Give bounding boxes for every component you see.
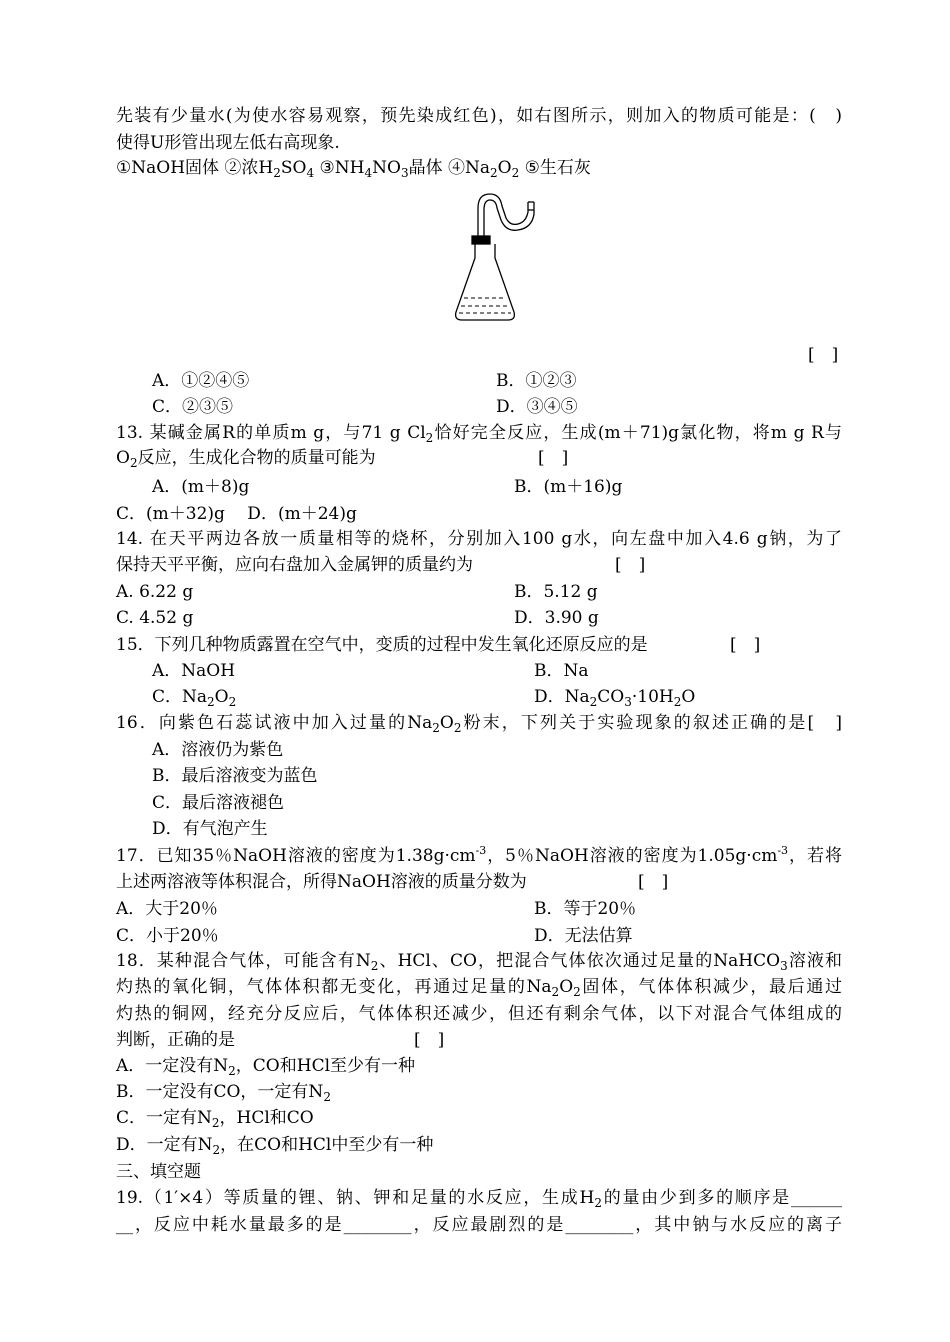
q14-option-b: B．5.12 g bbox=[514, 582, 598, 602]
q19-line2: __，反应中耗水量最多的是________，反应最剧烈的是________，其中钠与水反应的离子 bbox=[116, 1215, 842, 1235]
q13-bracket: [ ] bbox=[538, 448, 569, 468]
q16-option-b: B．最后溶液变为蓝色 bbox=[152, 766, 318, 786]
q15-option-c: C．$Na_2O_2$ bbox=[152, 687, 237, 709]
q14-bracket: [ ] bbox=[615, 555, 646, 575]
q18-option-a: A．一定没有$N_2$，CO和HCl至少有一种 bbox=[116, 1056, 416, 1078]
q13-options-cd: C．(m＋32)g D．(m＋24)g bbox=[116, 504, 357, 524]
q15-line1: 15．下列几种物质露置在空气中，变质的过程中发生氧化还原反应的是 bbox=[116, 635, 648, 655]
q14-line1: 14. 在天平两边各放一质量相等的烧杯，分别加入100 g水，向左盘中加入4.6 g钠，为了 bbox=[116, 529, 842, 549]
q18-option-d: D．一定有$N_2$，在CO和HCl中至少有一种 bbox=[116, 1135, 434, 1157]
q18-line4: 判断，正确的是 bbox=[116, 1030, 235, 1050]
q13-option-a: A．(m＋8)g bbox=[152, 477, 250, 497]
q19-line1: 19.（1′×4）等质量的锂、钠、钾和足量的水反应，生成$H_2$的量由少到多的顺序是______ bbox=[116, 1188, 842, 1210]
q14-option-c: C. 4.52 g bbox=[116, 608, 194, 628]
section-heading: 三、填空题 bbox=[116, 1162, 201, 1182]
q14-option-d: D．3.90 g bbox=[514, 608, 599, 628]
q15-bracket: [ ] bbox=[730, 635, 761, 655]
q17-option-a: A．大于20％ bbox=[116, 899, 218, 919]
q12-bracket: [ ] bbox=[808, 345, 839, 365]
q17-line2: 上述两溶液等体积混合，所得NaOH溶液的质量分数为 bbox=[116, 872, 527, 892]
q18-line1: 18．某种混合气体，可能含有$N_2$、HCl、CO，把混合气体依次通过足量的NaHCO$_3$溶液和 bbox=[116, 951, 843, 973]
q15-option-b: B．Na bbox=[534, 661, 589, 681]
q14-option-a: A. 6.22 g bbox=[116, 582, 194, 602]
q18-option-b: B．一定没有CO，一定有$N_2$ bbox=[116, 1082, 331, 1104]
q16-option-a: A．溶液仍为紫色 bbox=[152, 740, 284, 760]
q18-line2: 灼热的氧化铜，气体体积都无变化，再通过足量的$Na_2O_2$固体，气体体积减少，最后通过 bbox=[116, 977, 843, 999]
q15-option-a: A．NaOH bbox=[152, 661, 236, 681]
q17-option-c: C．小于20％ bbox=[116, 926, 219, 946]
q15-option-d: D．$Na_2CO_3\cdot 10H_2O$ bbox=[534, 687, 696, 709]
q12-line1: 先装有少量水(为使水容易观察，预先染成红色)，如右图所示，则加入的物质可能是：( ) bbox=[116, 106, 842, 126]
q16-option-c: C．最后溶液褪色 bbox=[152, 793, 285, 813]
q18-option-c: C．一定有$N_2$，HCl和CO bbox=[116, 1108, 314, 1130]
q12-line2: 使得U形管出现左低右高现象. bbox=[116, 133, 340, 153]
q12-option-d: D．③④⑤ bbox=[496, 397, 578, 417]
q16-line1: 16．向紫色石蕊试液中加入过量的$Na_2O_2$粉末，下列关于实验现象的叙述正确的是[ ] bbox=[116, 713, 842, 735]
q18-bracket: [ ] bbox=[414, 1030, 445, 1050]
q12-substances: ①NaOH固体 ②浓$H_2SO_4$ $③NH_4NO_3$晶体 $④Na_2O_2$ ⑤生石灰 bbox=[116, 158, 591, 180]
q18-line3: 灼热的铜网，经充分反应后，气体体积还减少，但还有剩余气体，以下对混合气体组成的 bbox=[116, 1004, 842, 1024]
q12-option-b: B．①②③ bbox=[496, 371, 577, 391]
q13-line1: 13. 某碱金属R的单质m g，与71 g $Cl_2$恰好完全反应，生成(m＋71)g氯化物，将m g R与 bbox=[116, 423, 842, 445]
q12-option-c: C．②③⑤ bbox=[152, 397, 234, 417]
q17-option-b: B．等于20％ bbox=[534, 899, 637, 919]
q13-line2: $O_2$反应，生成化合物的质量可能为 bbox=[116, 448, 376, 470]
q17-line1: 17．已知35％NaOH溶液的密度为$1.38g\cdot cm^{-3}$，5％NaOH溶液的密度为$1.05g\cdot cm^{-3}$，若将 bbox=[116, 844, 842, 866]
q12-option-a: A．①②④⑤ bbox=[152, 371, 250, 391]
q17-option-d: D．无法估算 bbox=[534, 926, 633, 946]
q13-option-b: B．(m＋16)g bbox=[514, 477, 623, 497]
q16-option-d: D．有气泡产生 bbox=[152, 819, 268, 839]
q14-line2: 保持天平平衡，应向右盘加入金属钾的质量约为 bbox=[116, 555, 473, 575]
q17-bracket: [ ] bbox=[638, 872, 669, 892]
flask-with-u-tube-icon bbox=[448, 190, 548, 325]
